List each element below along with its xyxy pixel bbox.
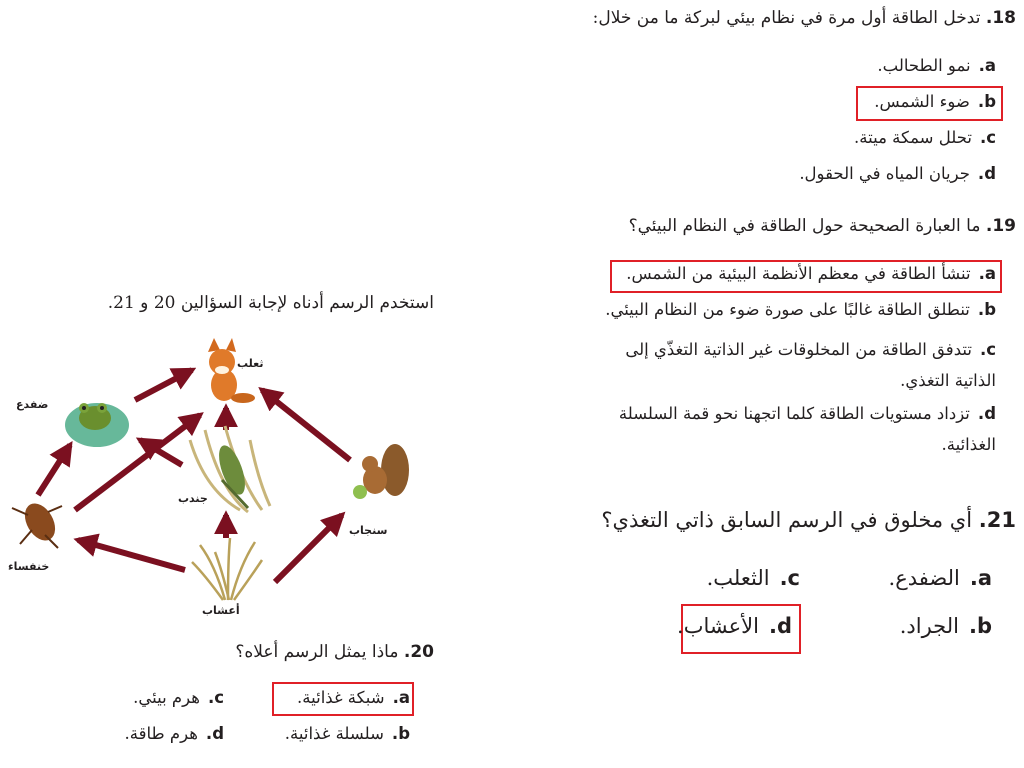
q19-option-d-text: تزداد مستويات الطاقة كلما اتجهنا نحو قمة السلسلة الغذائية. xyxy=(618,404,996,454)
q18-option-b-text: ضوء الشمس. xyxy=(874,92,970,111)
q20-option-a-letter: a. xyxy=(392,688,410,707)
q18-option-b[interactable] xyxy=(874,92,996,111)
q20-number: 20. xyxy=(403,642,434,662)
q20-option-b-text: سلسلة غذائية. xyxy=(284,724,384,743)
q21-question xyxy=(601,508,1016,532)
q18-option-d[interactable] xyxy=(799,164,996,183)
q21-option-c[interactable] xyxy=(707,566,800,590)
q21-text: أي مخلوق في الرسم السابق ذاتي التغذي؟ xyxy=(601,508,973,532)
q18-option-a[interactable] xyxy=(877,56,996,75)
q21-option-b-text: الجراد. xyxy=(899,614,959,638)
q19-text: ما العبارة الصحيحة حول الطاقة في النظام البيئي؟ xyxy=(628,216,981,236)
q19-question xyxy=(629,216,1016,236)
q21-option-a-text: الضفدع. xyxy=(888,566,960,590)
diagram-intro: استخدم الرسم أدناه لإجابة السؤالين 20 و 21. xyxy=(107,293,434,313)
q21-option-c-letter: c. xyxy=(779,566,800,590)
q18-question xyxy=(593,8,1016,28)
grass-label: أعشاب xyxy=(202,604,240,617)
beetle-icon xyxy=(12,498,62,548)
arrow-grass-to-squirrel xyxy=(275,515,342,582)
q18-text: تدخل الطاقة أول مرة في نظام بيئي لبركة ما من خلال: xyxy=(592,8,981,28)
frog-icon xyxy=(65,403,129,447)
q18-option-d-text: جريان المياه في الحقول. xyxy=(799,164,970,183)
q21-option-a[interactable] xyxy=(889,566,992,590)
grasshopper-label: جندب xyxy=(178,492,208,505)
q19-option-a-text: تنشأ الطاقة في معظم الأنظمة البيئية من الشمس. xyxy=(626,264,971,283)
q20-option-d-text: هرم طاقة. xyxy=(124,724,198,743)
beetle-label: خنفساء xyxy=(8,560,50,573)
q20-text: ماذا يمثل الرسم أعلاه؟ xyxy=(235,642,399,662)
q19-number: 19. xyxy=(985,216,1016,236)
q20-option-b-letter: b. xyxy=(391,724,410,743)
q18-option-a-text: نمو الطحالب. xyxy=(877,56,971,75)
q18-option-d-letter: d. xyxy=(977,164,996,183)
arrow-grass-to-beetle xyxy=(78,540,185,570)
q18-option-a-letter: a. xyxy=(978,56,996,75)
q19-option-c[interactable] xyxy=(586,334,996,396)
frog-label: ضفدع xyxy=(16,398,49,411)
q18-number: 18. xyxy=(985,8,1016,28)
fox-icon xyxy=(208,338,255,403)
q20-option-c-letter: c. xyxy=(207,688,224,707)
q18-option-c-letter: c. xyxy=(979,128,996,147)
q18-option-c-text: تحلل سمكة ميتة. xyxy=(854,128,972,147)
q21-number: 21. xyxy=(978,508,1016,532)
q21-option-d-text: الأعشاب. xyxy=(677,614,759,638)
arrow-squirrel-to-fox xyxy=(262,390,350,460)
q18-option-c[interactable] xyxy=(854,128,996,147)
food-web-diagram xyxy=(0,330,460,630)
arrow-beetle-to-frog xyxy=(38,445,70,495)
q20-option-d-letter: d. xyxy=(205,724,224,743)
q20-option-d[interactable] xyxy=(125,724,225,743)
q20-option-a-text: شبكة غذائية. xyxy=(297,688,385,707)
squirrel-icon xyxy=(353,444,409,499)
q21-option-d[interactable] xyxy=(677,614,792,638)
q20-option-c[interactable] xyxy=(133,688,224,707)
q21-option-b[interactable] xyxy=(900,614,992,638)
arrow-frog-to-fox xyxy=(135,370,192,400)
q20-option-b[interactable] xyxy=(285,724,410,743)
grass-icon xyxy=(192,538,262,600)
q19-option-b[interactable] xyxy=(605,300,996,319)
squirrel-label: سنجاب xyxy=(349,524,388,537)
q19-option-b-letter: b. xyxy=(977,300,996,319)
q19-option-d[interactable] xyxy=(586,398,996,460)
q21-option-b-letter: b. xyxy=(968,614,992,638)
food-web-arrows xyxy=(38,370,350,582)
q21-option-d-letter: d. xyxy=(768,614,792,638)
q20-option-c-text: هرم بيئي. xyxy=(133,688,200,707)
q19-option-c-letter: c. xyxy=(979,340,996,359)
fox-label: ثعلب xyxy=(237,357,264,370)
q19-option-d-letter: d. xyxy=(977,404,996,423)
q21-option-c-text: الثعلب. xyxy=(706,566,770,590)
q19-option-b-text: تنطلق الطاقة غالبًا على صورة ضوء من النظام البيئي. xyxy=(605,300,970,319)
q20-option-a[interactable] xyxy=(297,688,410,707)
q20-question xyxy=(235,642,434,662)
q19-option-a[interactable] xyxy=(626,264,996,283)
q19-option-a-letter: a. xyxy=(978,264,996,283)
q19-option-c-text: تتدفق الطاقة من المخلوقات غير الذاتية التغذّي إلى الذاتية التغذي. xyxy=(625,340,996,390)
q21-option-a-letter: a. xyxy=(969,566,992,590)
q18-option-b-letter: b. xyxy=(977,92,996,111)
